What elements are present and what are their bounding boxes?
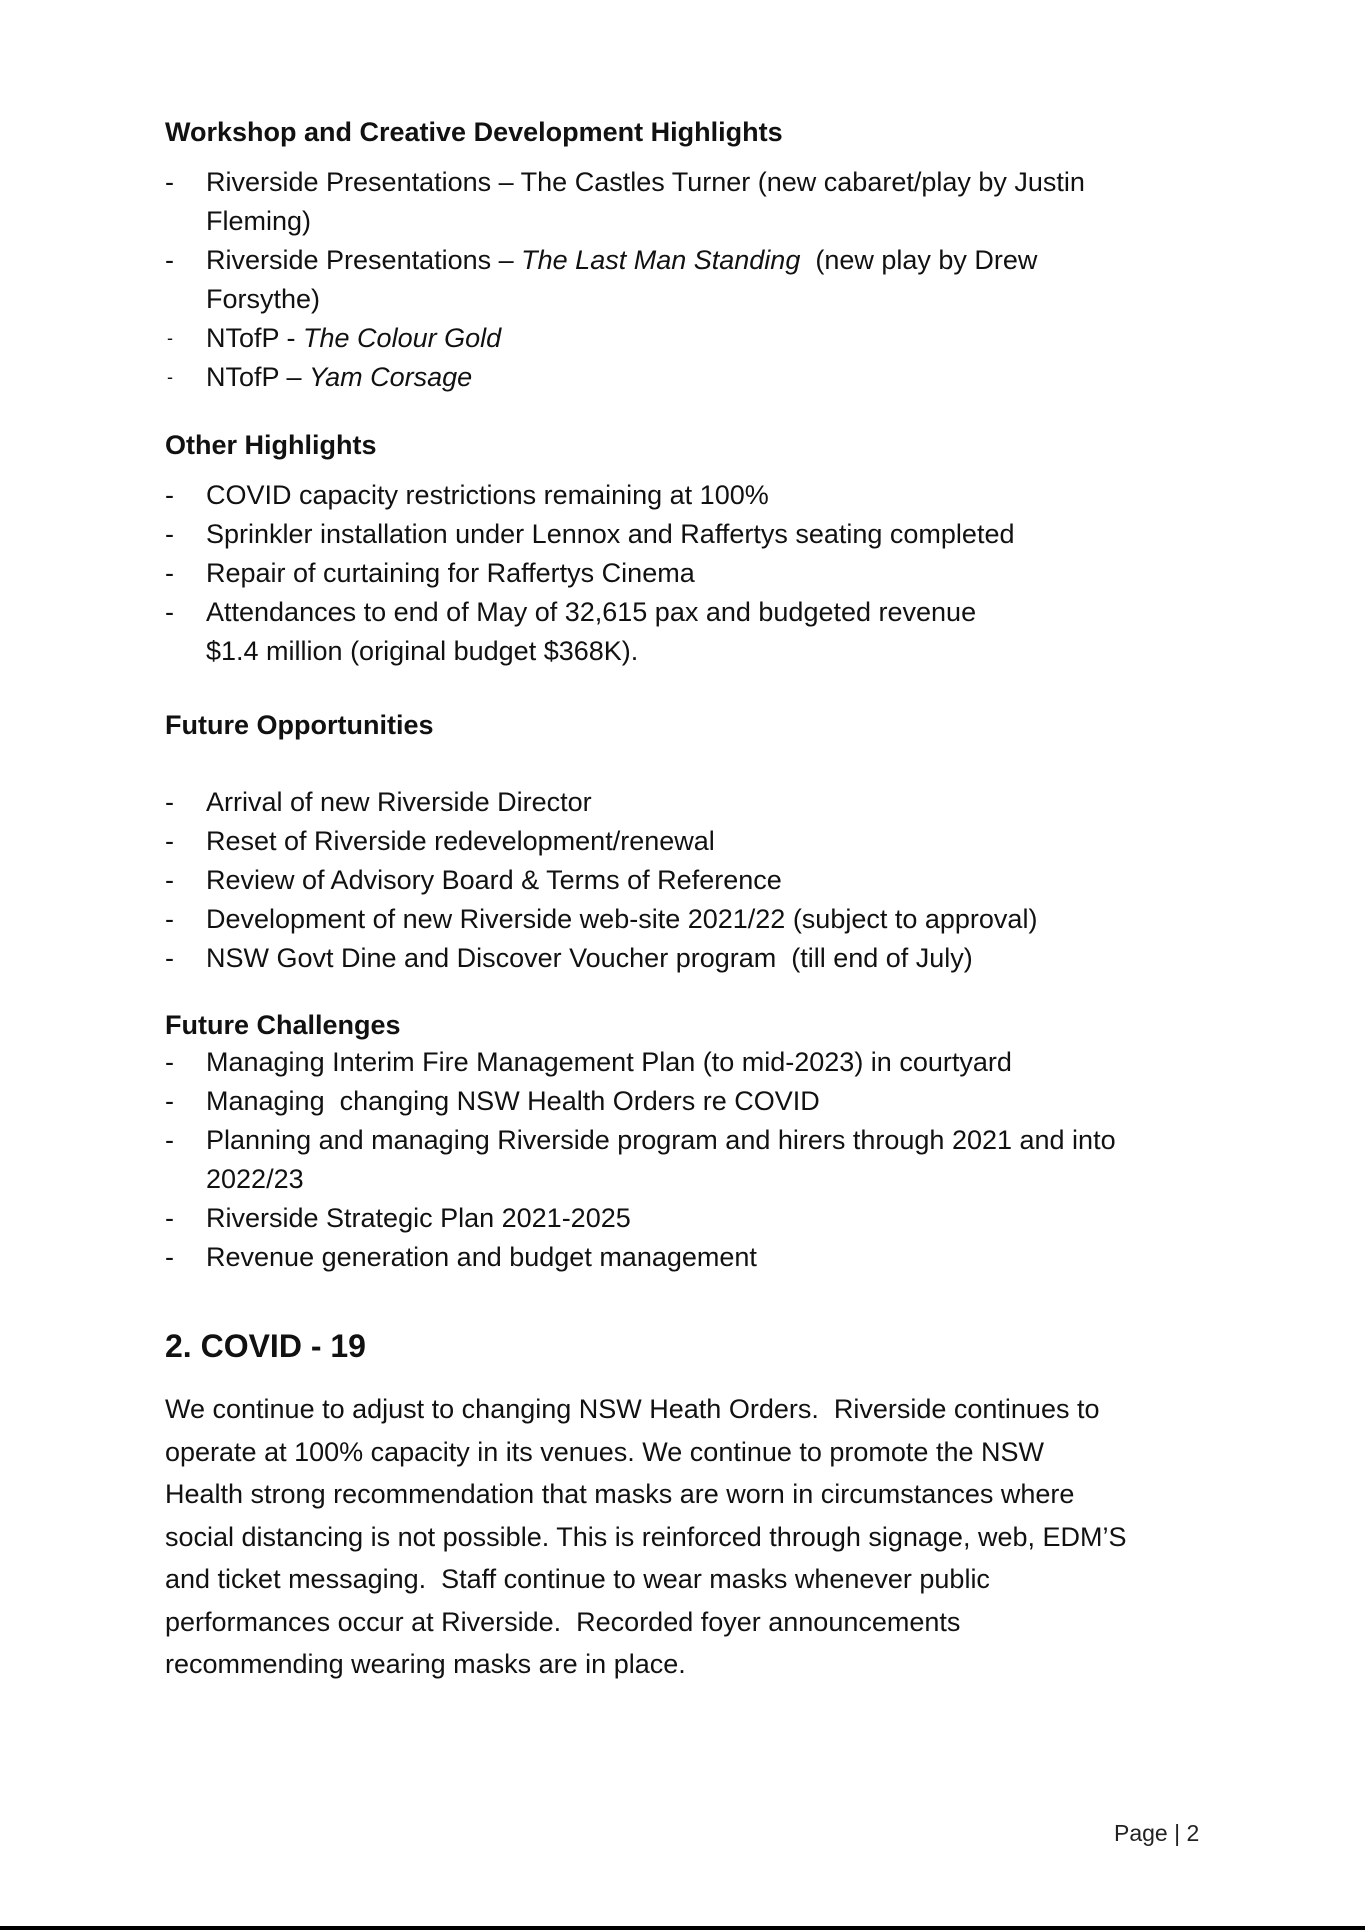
list-item (165, 476, 1215, 515)
list-item (165, 1238, 1215, 1277)
list-item (165, 1199, 1215, 1238)
bullet-dash: - (165, 167, 174, 197)
paragraph-line: social distancing is not possible. This is reinforced through signage, web, EDM’S (165, 1521, 1127, 1552)
list-item (165, 515, 1215, 554)
item-text: Revenue generation and budget management (206, 1242, 757, 1272)
paragraph-line: We continue to adjust to changing NSW Heath Orders. Riverside continues to (165, 1394, 1100, 1424)
list-item (165, 1121, 1215, 1199)
item-text: Riverside Presentations – (206, 245, 522, 275)
item-text-continued: 2022/23 (206, 1164, 304, 1194)
list-item (165, 822, 1215, 861)
bullet-dash: - (167, 367, 173, 387)
list-item (165, 593, 1215, 671)
bullet-dash: - (165, 558, 174, 588)
paragraph-line: and ticket messaging. Staff continue to wear masks whenever public (165, 1564, 990, 1594)
bullet-dash: - (165, 1086, 174, 1116)
list-item (165, 163, 1215, 241)
bottom-divider (0, 1926, 1365, 1930)
item-text: Planning and managing Riverside program and hirers through 2021 and into (206, 1125, 1116, 1155)
future-challenges-list (165, 1043, 1215, 1277)
future-challenges-heading: Future Challenges (165, 1010, 401, 1040)
item-text-suffix: (new play by Drew (800, 245, 1038, 275)
item-text: Managing changing NSW Health Orders re COVID (206, 1086, 820, 1116)
bullet-dash: - (165, 1125, 174, 1155)
item-text: Arrival of new Riverside Director (206, 787, 592, 817)
bullet-dash: - (165, 1203, 174, 1233)
bullet-dash: - (165, 826, 174, 856)
play-title: The Last Man Standing (521, 245, 801, 275)
item-text: Sprinkler installation under Lennox and Raffertys seating completed (206, 519, 1015, 549)
paragraph-line: performances occur at Riverside. Recorded foyer announcements (165, 1606, 961, 1637)
list-item (165, 554, 1215, 593)
item-text: NTofP - (206, 323, 304, 353)
item-text: COVID capacity restrictions remaining at 100% (206, 480, 769, 510)
workshop-heading: Workshop and Creative Development Highlights (165, 117, 783, 147)
item-text: Review of Advisory Board & Terms of Reference (206, 865, 782, 895)
bullet-dash: - (165, 519, 174, 549)
bullet-dash: - (165, 1047, 174, 1077)
item-text: NSW Govt Dine and Discover Voucher program (till end of July) (206, 943, 973, 973)
list-item (165, 861, 1215, 900)
item-text: NTofP – (206, 362, 310, 392)
item-text: Attendances to end of May of 32,615 pax and budgeted revenue (206, 597, 977, 627)
bullet-dash: - (165, 245, 174, 275)
bullet-dash: - (165, 480, 174, 510)
paragraph-line: recommending wearing masks are in place. (165, 1649, 686, 1679)
workshop-list (165, 163, 1215, 397)
bullet-dash: - (165, 787, 174, 817)
list-item (165, 783, 1215, 822)
covid-paragraph (165, 1388, 1225, 1686)
paragraph-line: Health strong recommendation that masks are worn in circumstances where (165, 1479, 1075, 1509)
bullet-dash: - (167, 328, 173, 348)
page-number: Page | 2 (1114, 1820, 1200, 1846)
future-opportunities-list (165, 783, 1215, 978)
list-item (165, 241, 1215, 319)
item-text: Riverside Presentations – The Castles Turner (new cabaret/play by Justin (206, 167, 1085, 197)
list-item (165, 1082, 1215, 1121)
list-item (165, 358, 1215, 397)
play-title: Yam Corsage (309, 362, 473, 392)
future-opportunities-heading: Future Opportunities (165, 710, 434, 740)
item-text: Repair of curtaining for Raffertys Cinema (206, 558, 695, 588)
list-item (165, 319, 1215, 358)
list-item (165, 1043, 1215, 1082)
other-highlights-list (165, 476, 1215, 671)
item-text: Development of new Riverside web-site 2021/22 (subject to approval) (206, 904, 1038, 934)
list-item (165, 900, 1215, 939)
item-text: Reset of Riverside redevelopment/renewal (206, 826, 715, 856)
bullet-dash: - (165, 1242, 174, 1272)
item-text-continued: Forsythe) (206, 284, 321, 314)
bullet-dash: - (165, 904, 174, 934)
play-title: The Colour Gold (303, 323, 502, 353)
bullet-dash: - (165, 597, 174, 627)
bullet-dash: - (165, 943, 174, 973)
item-text: Riverside Strategic Plan 2021-2025 (206, 1203, 631, 1233)
paragraph-line: operate at 100% capacity in its venues. We continue to promote the NSW (165, 1436, 1044, 1467)
list-item (165, 939, 1215, 978)
item-text-continued: Fleming) (206, 206, 312, 236)
other-highlights-heading: Other Highlights (165, 430, 377, 460)
item-text-continued: $1.4 million (original budget $368K). (206, 636, 639, 666)
covid-section-heading: 2. COVID - 19 (165, 1328, 366, 1364)
bullet-dash: - (165, 865, 174, 895)
page-content (165, 114, 1215, 1686)
item-text: Managing Interim Fire Management Plan (to mid-2023) in courtyard (206, 1047, 1012, 1077)
